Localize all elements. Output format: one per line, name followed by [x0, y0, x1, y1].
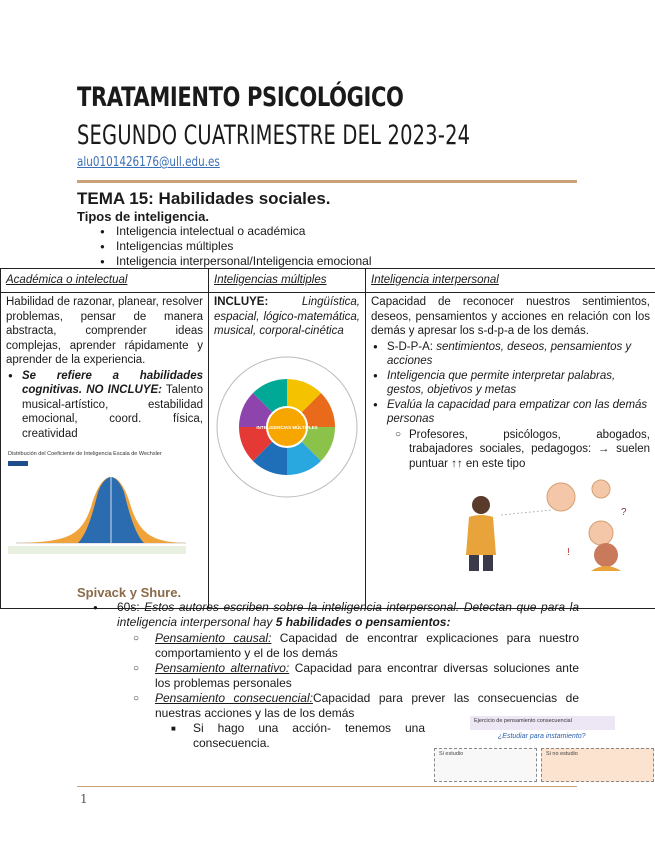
question-mark-icon: ?	[621, 507, 627, 518]
option-title: Si no estudio	[546, 751, 578, 757]
exclamation-icon: !	[567, 547, 570, 558]
person-leg	[469, 555, 479, 571]
includes-label: INCLUYE:	[214, 296, 269, 308]
item-desc: Capacidad de encontrar explicaciones para nuestro comportamiento y el de los demás	[155, 631, 579, 660]
list-item	[371, 340, 650, 369]
exercise-question: ¿Estudiar para instamiento?	[498, 733, 586, 740]
bullet-lead: S-D-P-A:	[387, 340, 437, 353]
multiple-intelligences-wheel	[214, 345, 360, 505]
header-multiple: Inteligencias múltiples	[209, 269, 366, 293]
chart-scale-band	[8, 546, 186, 554]
intro-bold: 5 habilidades o pensamientos:	[275, 615, 451, 629]
intelligence-comparison-table	[0, 268, 655, 609]
header-academic: Académica o intelectual	[1, 269, 209, 293]
face-bubble	[547, 483, 575, 511]
list-item	[117, 661, 579, 691]
intro-lead: 60s:	[117, 600, 145, 614]
academic-definition: Habilidad de razonar, planear, resolver problemas, pensar de manera abstracta, comprender ideas complejas, aprender rápidamente y aprender de la experiencia.	[6, 296, 203, 366]
list-item: ○ Profesores, psicólogos, abogados, trabajadores sociales, pedagogos: → suelen puntuar ↑↑ en este tipo	[393, 428, 650, 472]
cell-multiple	[209, 293, 366, 609]
bullet-text: sentimientos, deseos, pensamientos y acciones	[387, 340, 632, 367]
item-desc: Capacidad para encontrar diversas soluciones ante los problemas personales	[155, 661, 579, 690]
intro-text: Estos autores escriben sobre la inteligencia interpersonal. Detectan que para la inteligencia interpersonal hay	[117, 600, 580, 629]
list-item	[6, 369, 203, 442]
list-item: ● Inteligencia intelectual o académica	[100, 224, 372, 239]
email-link[interactable]: alu0101426176@ull.edu.es	[77, 155, 220, 170]
includes-text: Lingüística, espacial, lógico-matemática, musical, corporal-cinética	[214, 296, 360, 337]
footer-divider	[77, 786, 577, 787]
option-box-no-study	[541, 748, 654, 782]
spivack-shure-title: Spivack y Shure.	[77, 585, 182, 600]
person-head	[594, 543, 618, 567]
face-bubble	[592, 480, 610, 498]
topic-title: TEMA 15: Habilidades sociales.	[77, 189, 331, 208]
person-leg	[483, 555, 493, 571]
iq-distribution-chart	[6, 447, 198, 557]
item-term: Pensamiento consecuencial:	[155, 691, 313, 705]
list-item: ■ Si hago una acción- tenemos una consecuencia.	[155, 721, 425, 751]
option-box-study	[434, 748, 537, 782]
list-item: ● Evalúa la capacidad para empatizar con las demás personas	[371, 398, 650, 427]
interpersonal-definition: Capacidad de reconocer nuestros sentimientos, deseos, pensamientos y acciones en relación con los demás y apresar los s-d-p-a de los demás.	[371, 296, 650, 337]
header-divider	[77, 180, 577, 183]
section-title: Tipos de inteligencia.	[77, 209, 209, 224]
person-head	[472, 496, 490, 514]
academic-note-rest: Talento musical-artístico, estabilidad emocional, coord. física, creatividad	[22, 384, 203, 440]
list-item	[117, 631, 579, 661]
cell-academic	[1, 293, 209, 609]
course-title: TRATAMIENTO PSICOLÓGICO	[77, 82, 404, 113]
option-title: Si estudio	[439, 751, 464, 757]
list-item: ● Inteligencia que permite interpretar palabras, gestos, objetivos y metas	[371, 369, 650, 398]
item-desc: Capacidad para prever las consecuencias de nuestras acciones y las de los demás	[155, 691, 579, 720]
multiple-includes	[214, 295, 360, 339]
legend-swatch	[8, 461, 28, 466]
item-term: Pensamiento alternativo:	[155, 661, 290, 675]
person-body	[466, 515, 496, 555]
intelligence-types-list	[100, 224, 372, 269]
course-subtitle: SEGUNDO CUATRIMESTRE DEL 2023-24	[77, 120, 471, 151]
empathy-illustration	[441, 475, 641, 573]
list-item: ● Inteligencias múltiples	[100, 239, 372, 254]
chart-title: Distribución del Coeficiente de Inteligencia Escala de Wechsler	[8, 451, 162, 457]
wheel-center-label: INTELIGENCIAS MÚLTIPLES	[256, 424, 318, 430]
academic-note-bold: Se refiere a habilidades cognitivas. NO INCLUYE:	[22, 369, 203, 396]
cell-interpersonal	[366, 293, 655, 609]
exercise-header: Ejercicio de pensamiento consecuencial	[470, 716, 615, 730]
header-interpersonal: Inteligencia interpersonal	[366, 269, 655, 293]
item-term: Pensamiento causal:	[155, 631, 272, 645]
page-number: 1	[80, 792, 88, 806]
list-item: ● Inteligencia interpersonal/Inteligencia emocional	[100, 254, 372, 269]
face-bubble	[589, 521, 613, 545]
